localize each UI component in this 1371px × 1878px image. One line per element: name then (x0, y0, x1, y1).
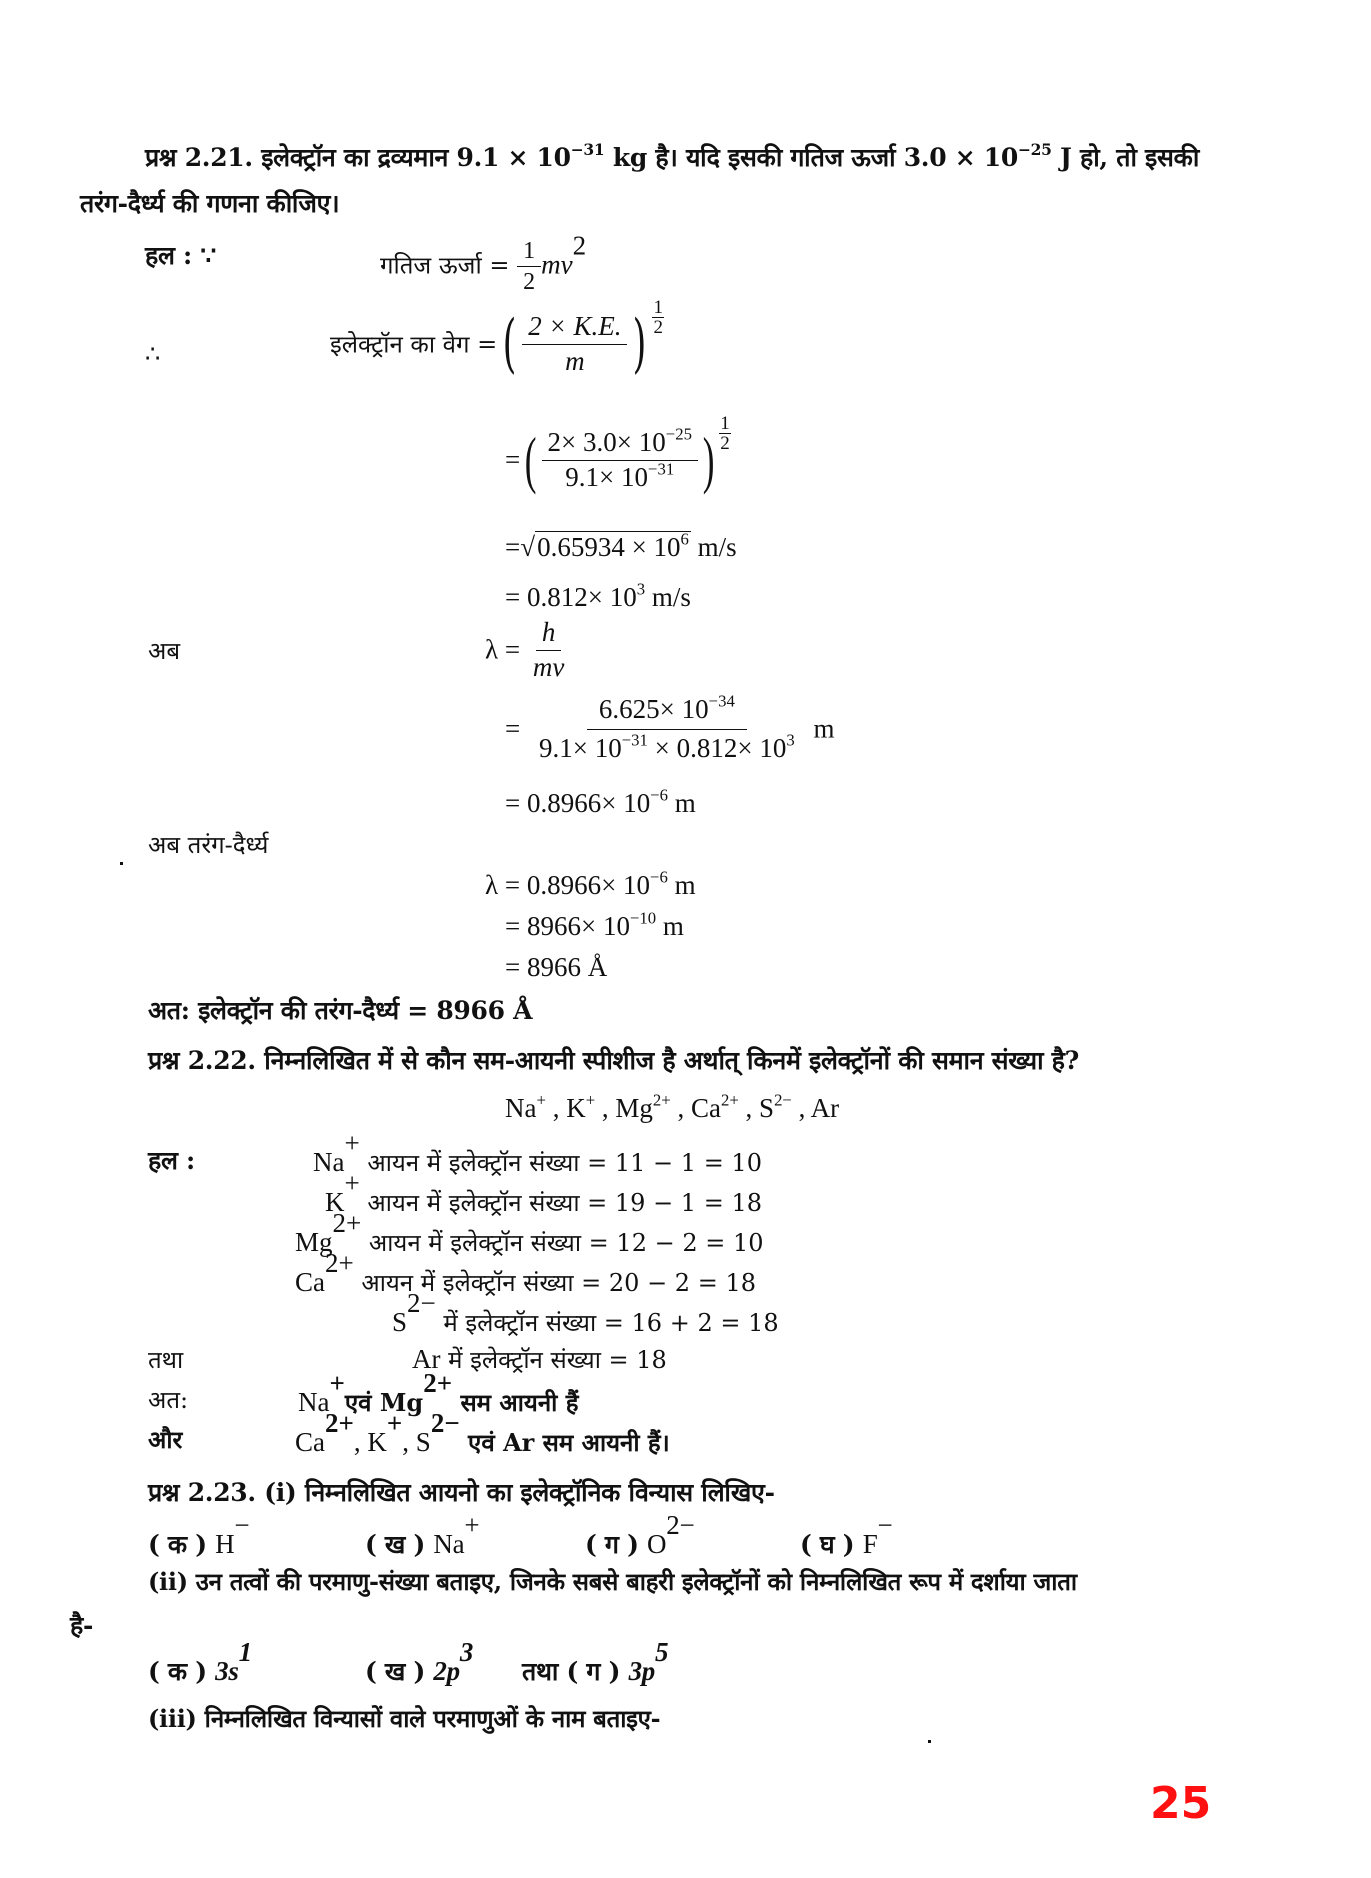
ke-rhs: mv (541, 249, 573, 280)
frac-num (542, 424, 698, 461)
right-paren: ) (633, 307, 647, 382)
ion: Na (298, 1386, 330, 1417)
value: λ = 0.8966× 10 (485, 870, 651, 900)
mass-exponent: −31 (570, 140, 605, 160)
velocity-step-2: =( $\frac{2\times 3.0\times 10^{-25}}{9.1\times 10^{-31}}$ ) $\frac{1}{2}$ (505, 413, 730, 496)
half-exponent (719, 414, 731, 453)
option-label: तथा ( ग ) (522, 1656, 621, 1686)
wavelength-line-2 (505, 908, 684, 942)
ion: F (862, 1528, 878, 1559)
exp-den: 2 (720, 433, 730, 454)
question-2-21-line2: तरंग-दैर्ध्य की गणना कीजिए। (80, 189, 340, 218)
solution-label: हल : ∵ (145, 241, 216, 270)
row-text: आयन में इलेक्ट्रॉन संख्या = 20 − 2 = 18 (353, 1268, 756, 1297)
charge: + (329, 1368, 345, 1398)
unit: m (668, 788, 696, 818)
config-option-a (148, 1637, 252, 1688)
step2-num: 2× 3.0× 10 (547, 427, 666, 457)
ion: Ca (295, 1266, 325, 1297)
charge: 2− (407, 1288, 436, 1318)
config-exp: 5 (654, 1637, 669, 1667)
ke-exponent: −25 (1017, 140, 1052, 160)
text: सम आयनी हैं (452, 1387, 579, 1417)
unit: m/s (690, 532, 737, 562)
isoelectronic-group-2 (295, 1408, 670, 1459)
exp-den: 2 (653, 317, 663, 338)
wavelength-calc: = $\frac{6.625\times 10^{-34}}{9.1\times 10^{-31} \times 0.812\times 10^3}$ m (505, 691, 835, 763)
kinetic-energy-formula (380, 230, 587, 296)
row-text: में इलेक्ट्रॉन संख्या = 18 (440, 1346, 667, 1374)
charge: + (585, 1090, 596, 1110)
wavelength-line-3: = 8966 Å (505, 952, 608, 982)
aur-label: और (148, 1425, 183, 1454)
question-2-23-part-ii: (ii) उन तत्वों की परमाणु-संख्या बताइए, जिनके सबसे बाहरी इलेक्ट्रॉनों को निम्नलिखित रूप में दर्शाया जाता (148, 1567, 1077, 1596)
velocity-step-3: $=√0.65934 \times 10^6$ m/s (505, 529, 737, 562)
ion: Ca (295, 1426, 325, 1457)
option-label: ( घ ) (800, 1529, 855, 1559)
species-k: K (566, 1093, 586, 1123)
text: एवं Mg (344, 1387, 424, 1417)
config-exp: 1 (238, 1637, 252, 1667)
frac-den: m (565, 345, 585, 376)
page-number: 25 (1150, 1778, 1212, 1829)
config-exp: 3 (459, 1637, 474, 1667)
step2-den-exp: −31 (648, 458, 675, 478)
calc-num-exp: −34 (708, 691, 735, 711)
config: 2p (433, 1655, 460, 1686)
velocity-value: = 0.812× 10 (505, 582, 637, 612)
config: 3s (215, 1655, 239, 1686)
charge: 2+ (325, 1248, 354, 1278)
exp-num: 1 (720, 413, 730, 434)
calc-num: 6.625× 10 (598, 694, 709, 724)
calc-den-a-exp: −31 (621, 729, 648, 749)
velocity-exp: 3 (636, 579, 646, 599)
unit: m (813, 713, 835, 744)
species-ar: Ar (810, 1093, 840, 1123)
species-s: S (759, 1093, 775, 1123)
velocity-formula (330, 297, 664, 382)
option-label: ( क ) (148, 1529, 207, 1559)
row-text: आयन में इलेक्ट्रॉन संख्या = 12 − 2 = 10 (361, 1228, 764, 1257)
ion-option-b (365, 1510, 480, 1561)
ion: Ar (412, 1344, 441, 1374)
exp: −10 (629, 908, 657, 928)
charge: 2+ (720, 1090, 739, 1110)
frac-num (587, 691, 747, 730)
right-paren: ) (702, 424, 715, 496)
ke-rhs-exp: 2 (572, 230, 587, 261)
charge: + (386, 1408, 403, 1438)
row-text: आयन में इलेक्ट्रॉन संख्या = 19 − 1 = 18 (359, 1188, 762, 1217)
at-label: अत: (148, 1386, 189, 1414)
ion: K (325, 1186, 345, 1217)
config-option-c (522, 1637, 669, 1688)
charge: − (877, 1510, 893, 1540)
row-text: आयन में इलेक्ट्रॉन संख्या = 11 − 1 = 10 (359, 1148, 762, 1177)
value: = 0.8966× 10 (505, 788, 651, 818)
ion: , K (353, 1426, 387, 1457)
h-over-mv (527, 618, 570, 682)
stray-dot (120, 862, 123, 865)
ion-option-a (148, 1510, 250, 1561)
q221-heading-text: प्रश्न 2.21. इलेक्ट्रॉन का द्रव्यमान 9.1 × 10 (145, 143, 571, 172)
electron-count-row (325, 1168, 762, 1219)
wavelength-line-1 (485, 867, 696, 901)
exp: −6 (650, 867, 668, 887)
step2-den: 9.1× 10 (565, 461, 649, 492)
text: एवं Ar सम आयनी हैं। (459, 1427, 670, 1457)
frac-den: 2 (523, 269, 536, 296)
electron-count-row (295, 1208, 764, 1259)
question-2-23-part-iii: (iii) निम्नलिखित विन्यासों वाले परमाणुओं के नाम बताइए- (148, 1704, 661, 1733)
charge: 2+ (325, 1408, 354, 1438)
config: 3p (628, 1655, 655, 1686)
charge: + (344, 1168, 360, 1198)
charge: 2− (774, 1090, 792, 1110)
tatha-label: तथा (148, 1346, 184, 1374)
option-label: ( क ) (148, 1656, 207, 1686)
charge: 2+ (423, 1368, 453, 1398)
calc-fraction (527, 691, 807, 763)
calc-den-b: × 0.812× 10 (647, 732, 787, 763)
ion: , S (402, 1426, 431, 1457)
ion: H (215, 1528, 235, 1559)
fraction-half (517, 238, 541, 296)
value: = 8966× 10 (505, 911, 630, 941)
question-2-23-part-ii-cont: है- (70, 1611, 94, 1640)
lambda-lhs: λ = (485, 634, 521, 665)
species-na: Na (505, 1093, 537, 1123)
charge: 2− (666, 1510, 695, 1540)
species-list: Na+ , K+ , $Mg^{2+}$ , $Ca^{2+}$ , $S^{2-}$ , Ar (505, 1090, 840, 1123)
calc-den-a: 9.1× 10 (538, 732, 622, 763)
charge: + (344, 1128, 360, 1158)
config-option-b (365, 1637, 474, 1688)
ion-option-c (585, 1510, 695, 1561)
q221-heading-mid: kg है। यदि इसकी गतिज ऊर्जा 3.0 × 10 (604, 143, 1018, 172)
species-mg: Mg (615, 1093, 653, 1123)
charge: + (464, 1510, 480, 1540)
option-label: ( ख ) (365, 1529, 426, 1559)
electron-count-row (295, 1248, 756, 1299)
frac-den (527, 730, 807, 764)
velocity-result (505, 579, 691, 613)
question-2-21-heading (145, 140, 1199, 174)
q221-heading-tail: J हो, तो इसकी (1051, 143, 1199, 172)
ion: Na (433, 1528, 465, 1559)
velocity-fraction (522, 312, 627, 376)
frac-num: h (536, 618, 562, 651)
charge: 2+ (332, 1208, 362, 1238)
frac-den: mv (532, 651, 565, 682)
ab-label: अब (148, 637, 181, 665)
wavelength-result-1 (505, 785, 696, 819)
charge: + (536, 1090, 546, 1110)
de-broglie-formula (485, 618, 570, 682)
left-paren: ( (502, 307, 517, 382)
q222-solution-label: हल : (148, 1146, 195, 1175)
therefore-symbol: ∴ (145, 340, 161, 368)
frac-den (559, 458, 680, 493)
ion: Mg (295, 1226, 333, 1257)
question-2-23-heading: प्रश्न 2.23. (i) निम्नलिखित आयनो का इलेक्ट्रॉनिक विन्यास लिखिए- (148, 1478, 775, 1507)
frac-num: 1 (517, 238, 541, 267)
electron-count-row (313, 1128, 762, 1179)
step2-num-exp: −25 (665, 424, 692, 444)
question-2-22-heading: प्रश्न 2.22. निम्नलिखित में से कौन सम-आयनी स्पीशीज है अर्थात् किनमें इलेक्ट्रॉनों की समान संख्या है? (148, 1046, 1079, 1075)
stray-dot (928, 1740, 931, 1743)
ke-label: गतिज ऊर्जा = (380, 251, 510, 280)
option-label: ( ग ) (585, 1529, 639, 1559)
charge: − (234, 1510, 250, 1540)
frac-num: 2 × K.E. (522, 312, 627, 345)
exp-num: 1 (653, 297, 663, 318)
left-paren: ( (525, 424, 537, 496)
option-label: ( ख ) (365, 1656, 426, 1686)
unit: m (667, 870, 696, 900)
ion: O (647, 1528, 667, 1559)
ion: S (392, 1306, 408, 1337)
exp: −6 (650, 785, 669, 805)
ion: Na (313, 1146, 345, 1177)
row-text: में इलेक्ट्रॉन संख्या = 16 + 2 = 18 (435, 1308, 779, 1337)
radicand-exp: 6 (680, 529, 689, 549)
unit: m (656, 911, 684, 941)
electron-count-row (392, 1288, 779, 1339)
equals: = (505, 532, 521, 562)
charge: 2− (430, 1408, 460, 1438)
species-ca: Ca (690, 1093, 721, 1123)
radicand: 0.65934 × 10 (537, 532, 681, 562)
ab-wavelength-label: अब तरंग-दैर्ध्य (148, 831, 269, 859)
sqrt-radicand (535, 531, 691, 562)
q221-conclusion: अत: इलेक्ट्रॉन की तरंग-दैर्ध्य = 8966 Å (148, 996, 533, 1025)
half-exponent (652, 298, 664, 337)
charge: 2+ (652, 1090, 671, 1110)
calc-den-b-exp: 3 (786, 729, 795, 749)
ion-option-d (800, 1510, 893, 1561)
velocity-label: इलेक्ट्रॉन का वेग = (330, 330, 498, 359)
step2-fraction (542, 424, 698, 492)
unit: m/s (645, 582, 691, 612)
